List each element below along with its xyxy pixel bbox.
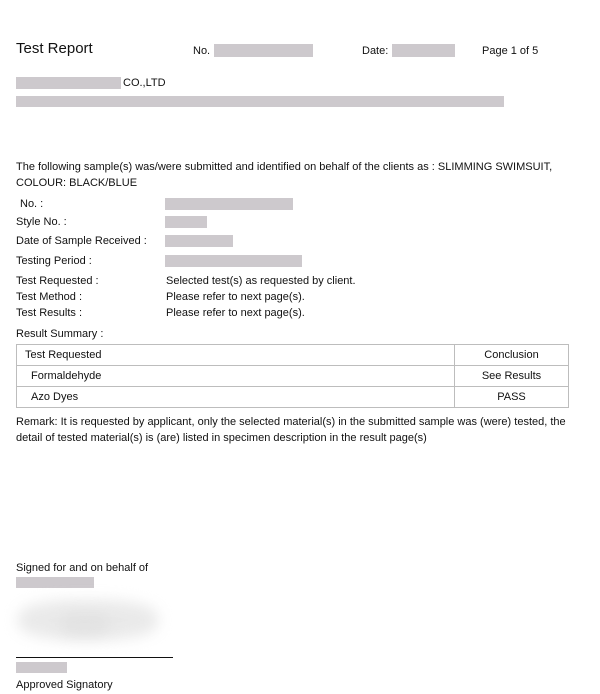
redacted-signer-company <box>16 577 94 588</box>
cell-conclusion: See Results <box>455 366 569 387</box>
report-number-label: No. <box>193 45 211 57</box>
field-requested-label: Test Requested : <box>16 275 99 287</box>
result-summary-table <box>16 344 569 408</box>
header-cell-conclusion: Conclusion <box>455 345 569 366</box>
date-label: Date: <box>362 45 389 57</box>
header-cell-test: Test Requested <box>17 345 455 366</box>
cell-test-name: Formaldehyde <box>17 366 455 387</box>
cell-test-name: Azo Dyes <box>17 387 455 408</box>
redacted-style-no <box>165 216 207 228</box>
result-summary-label: Result Summary : <box>16 328 104 340</box>
field-results-label: Test Results : <box>16 307 83 319</box>
field-requested-value: Selected test(s) as requested by client. <box>166 275 356 287</box>
report-title: Test Report <box>16 40 93 57</box>
page-indicator: Page 1 of 5 <box>482 45 539 57</box>
intro-line-2: COLOUR: BLACK/BLUE <box>16 177 138 189</box>
table-header-row <box>17 345 569 366</box>
field-method-value: Please refer to next page(s). <box>166 291 305 303</box>
table-row <box>17 366 569 387</box>
field-method-label: Test Method : <box>16 291 83 303</box>
remark-line-2: detail of tested material(s) is (are) listed in specimen description in the result page(s) <box>16 432 427 444</box>
field-style-label: Style No. : <box>16 216 67 228</box>
redacted-sample-no <box>165 198 293 210</box>
signed-for-text: Signed for and on behalf of <box>16 562 149 574</box>
field-period-label: Testing Period : <box>16 255 92 267</box>
redacted-testing-period <box>165 255 302 267</box>
intro-line-1: The following sample(s) was/were submitted and identified on behalf of the clients as : SLIMMING SWIMSUIT, <box>16 161 553 173</box>
field-no-label: No. : <box>20 198 44 210</box>
cell-conclusion: PASS <box>455 387 569 408</box>
company-suffix: CO.,LTD <box>123 77 166 89</box>
field-received-label: Date of Sample Received : <box>16 235 147 247</box>
redacted-date <box>392 44 455 57</box>
signature-line <box>16 657 173 658</box>
table-row <box>17 387 569 408</box>
redacted-received-date <box>165 235 233 247</box>
redacted-signatory-name <box>16 662 67 673</box>
field-results-value: Please refer to next page(s). <box>166 307 305 319</box>
redacted-report-number <box>214 44 313 57</box>
remark-line-1: Remark: It is requested by applicant, only the selected material(s) in the submitted sample was (were) tested, the <box>16 416 566 428</box>
redacted-company-address <box>16 96 504 107</box>
approved-signatory-text: Approved Signatory <box>16 679 113 691</box>
redacted-company-name <box>16 77 121 89</box>
